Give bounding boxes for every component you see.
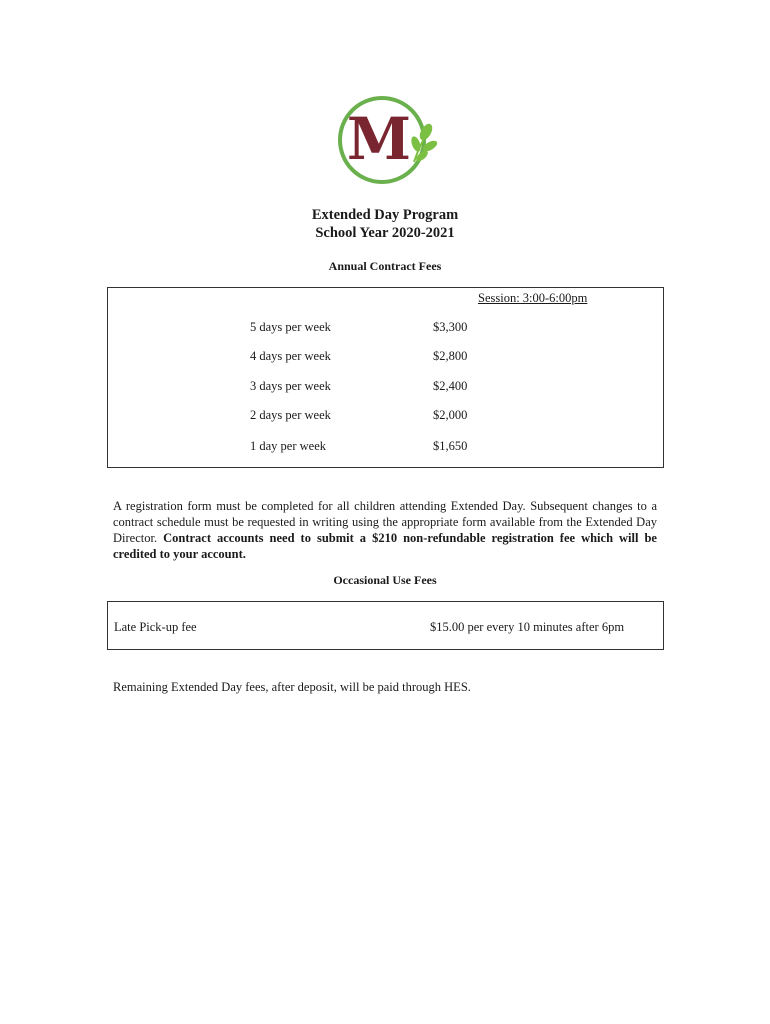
occasional-fees-table bbox=[107, 601, 664, 650]
registration-fee-note: Contract accounts need to submit a $210 non-refundable registration fee which will be credited to your account. bbox=[113, 531, 657, 561]
occasional-fees-heading: Occasional Use Fees bbox=[333, 573, 437, 587]
fee-row-label: 3 days per week bbox=[250, 379, 331, 393]
registration-text: A registration form must be completed for all children attending Extended Day. Subsequent changes to a contract schedule must be requested in writing using the appropriate form available from the Extended Day Director. bbox=[113, 499, 657, 545]
fee-row-amount: $2,400 bbox=[433, 379, 468, 393]
fee-row-label: 4 days per week bbox=[250, 349, 331, 363]
footer-note: Remaining Extended Day fees, after deposit, will be paid through HES. bbox=[113, 680, 471, 694]
late-pickup-fee: $15.00 per every 10 minutes after 6pm bbox=[430, 620, 625, 634]
session-header: Session: 3:00-6:00pm bbox=[478, 291, 588, 305]
fee-row-amount: $1,650 bbox=[433, 439, 468, 453]
school-year-title: School Year 2020-2021 bbox=[315, 225, 455, 241]
fee-row-label: 2 days per week bbox=[250, 408, 331, 422]
fee-row-label: 5 days per week bbox=[250, 320, 331, 334]
registration-paragraph bbox=[113, 498, 657, 562]
school-logo bbox=[334, 92, 438, 192]
program-title: Extended Day Program bbox=[311, 207, 459, 223]
annual-fees-table bbox=[107, 287, 664, 468]
fee-row-amount: $3,300 bbox=[433, 320, 468, 334]
annual-fees-heading: Annual Contract Fees bbox=[328, 259, 442, 273]
fee-row-amount: $2,800 bbox=[433, 349, 468, 363]
fee-row-label: 1 day per week bbox=[250, 439, 327, 453]
logo-letter: M bbox=[346, 105, 412, 173]
late-pickup-label: Late Pick-up fee bbox=[114, 620, 197, 634]
fee-row-amount: $2,000 bbox=[433, 408, 468, 422]
